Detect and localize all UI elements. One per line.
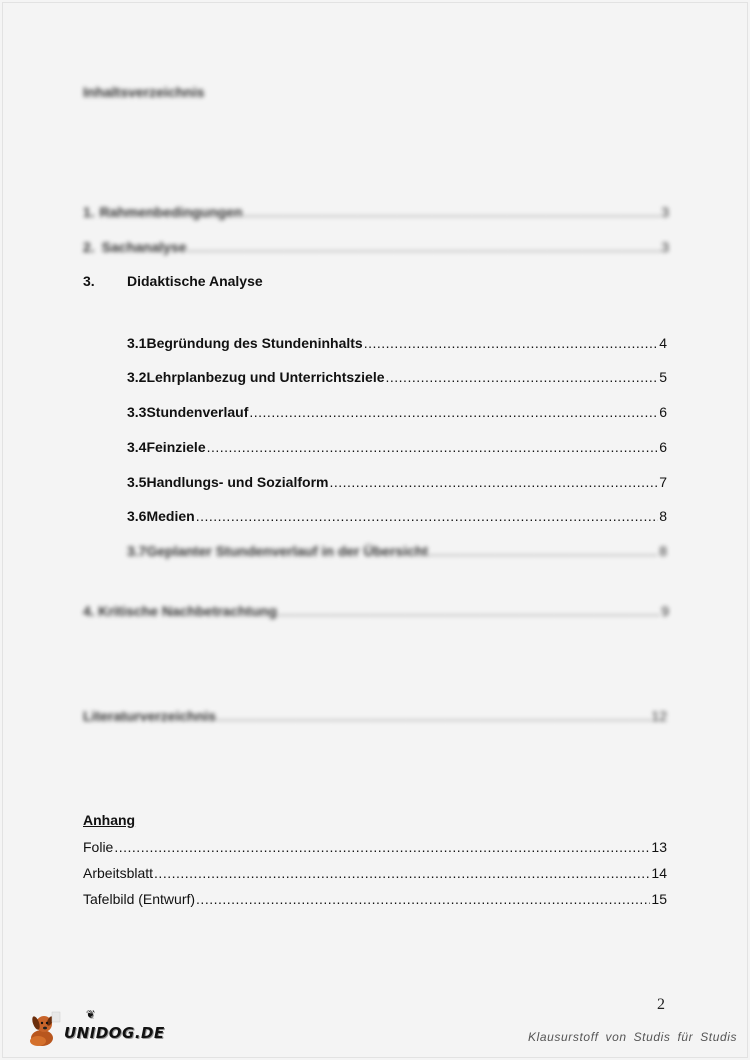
entry-page: 15 [651,891,667,907]
appendix-item-arbeitsblatt [83,865,667,881]
entry-number: 3.3 [127,404,147,420]
toc-entry-1 [83,204,669,220]
entry-label: Sachanalyse [101,239,187,255]
entry-number: 3.5 [127,474,147,490]
dot-leader [329,474,658,490]
entry-page: 9 [661,603,669,619]
entry-number: 3.4 [127,439,147,455]
entry-number: 4. [83,603,95,619]
dot-leader [188,239,661,255]
entry-label: Rahmenbedingungen [99,204,243,220]
entry-label: Tafelbild (Entwurf) [83,891,196,907]
toc-entry-3-5 [127,474,667,490]
toc-entry-3-4 [127,439,667,455]
entry-label: Medien [146,508,195,524]
entry-number: 2. [83,239,95,255]
entry-label: Folie [83,839,114,855]
entry-number: 3.6 [127,508,147,524]
dot-leader [114,839,650,855]
dot-leader [217,708,650,724]
entry-label: Lehrplanbezug und Unterrichtsziele [146,369,385,385]
entry-label: Begründung des Stundeninhalts [146,335,363,351]
entry-page: 7 [659,474,667,490]
paw-icon: ❦ [86,1008,96,1021]
entry-page: 4 [659,335,667,351]
entry-page: 14 [651,865,667,881]
entry-label: Stundenverlauf [146,404,249,420]
logo-wordmark: UNIDOG.DE [64,1024,165,1042]
dot-leader [386,369,659,385]
entry-page: 13 [651,839,667,855]
entry-number: 1. [83,204,95,220]
entry-page: 8 [659,543,667,559]
entry-number: 3.1 [127,335,147,351]
dot-leader [364,335,659,351]
entry-label: Geplanter Stundenverlauf in der Übersicht [146,543,429,559]
toc-title: Inhaltsverzeichnis [83,84,205,100]
entry-page: 12 [651,708,667,724]
toc-entry-3-3 [127,404,667,420]
entry-label: Handlungs- und Sozialform [146,474,329,490]
dot-leader [278,603,660,619]
dot-leader [196,891,650,907]
entry-number: 3.7 [127,543,147,559]
entry-label: Arbeitsblatt [83,865,154,881]
appendix-item-tafelbild [83,891,667,907]
logo-text [64,1008,165,1042]
entry-label: Didaktische Analyse [127,273,263,289]
dot-leader [196,508,659,524]
entry-label: Kritische Nachbetrachtung [98,603,278,619]
entry-number: 3. [83,273,95,289]
appendix-item-folie [83,839,667,855]
entry-page: 3 [661,239,669,255]
entry-page: 6 [659,404,667,420]
entry-page: 3 [661,204,669,220]
entry-label: Literaturverzeichnis [83,708,217,724]
dot-leader [429,543,658,559]
dot-leader [207,439,659,455]
dog-mascot-icon [22,1008,62,1048]
dot-leader [154,865,650,881]
unidog-logo [22,1008,165,1048]
dot-leader [249,404,658,420]
toc-entry-3-7 [127,543,667,559]
toc-entry-3-6 [127,508,667,524]
entry-page: 6 [659,439,667,455]
entry-number: 3.2 [127,369,147,385]
toc-entry-2 [83,239,669,255]
toc-bibliography [83,708,667,724]
entry-page: 5 [659,369,667,385]
appendix-title: Anhang [83,812,136,828]
toc-entry-3-2 [127,369,667,385]
dot-leader [244,204,661,220]
toc-entry-3 [83,273,669,289]
entry-page: 8 [659,508,667,524]
toc-entry-4 [83,603,669,619]
footer-tagline: Klausurstoff von Studis für Studis [528,1030,738,1044]
entry-label: Feinziele [146,439,206,455]
toc-entry-3-1 [127,335,667,351]
page-number: 2 [657,996,665,1013]
